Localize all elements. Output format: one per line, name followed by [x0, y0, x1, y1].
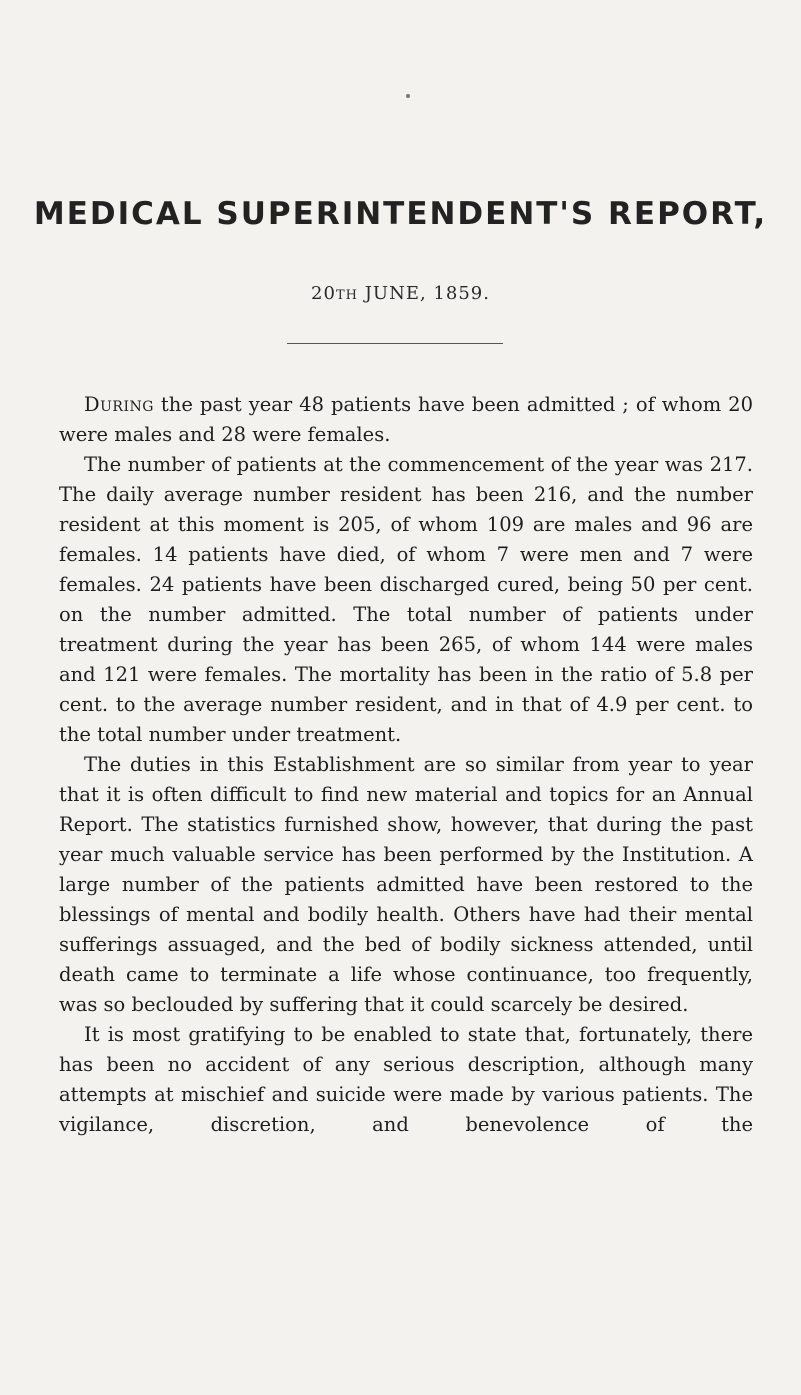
paragraph-admissions	[59, 390, 753, 450]
paragraph-text: the past year 48 patients have been admitted ; of whom 20 were males and 28 were females.	[59, 393, 753, 446]
paragraph-accidents: It is most gratifying to be enabled to state that, fortunately, there has been no accident of any serious description, although many attempts at mischief and suicide were made by various patients. The vigilance, discretion, and benevolence of the	[59, 1023, 753, 1136]
report-date	[0, 283, 801, 304]
report-title: MEDICAL SUPERINTENDENT'S REPORT,	[33, 196, 768, 232]
paragraph-statistics: The number of patients at the commencement of the year was 217. The daily average number resident has been 216, and the number resident at this moment is 205, of whom 109 are males and 96 are females. 14 patients have died, of whom 7 were men and 7 were females. 24 patients have been discharged cured, being 50 per cent. on the number admitted. The total number of patients under treatment during the year has been 265, of whom 144 were males and 121 were females. The mortality has been in the ratio of 5.8 per cent. to the average number resident, and in that of 4.9 per cent. to the total number under treatment.	[59, 453, 753, 746]
divider-rule	[287, 343, 503, 344]
report-body	[59, 390, 753, 1140]
ink-speck	[406, 94, 410, 98]
date-rest: JUNE, 1859.	[364, 283, 490, 304]
paragraph-lead-word: During	[84, 393, 154, 416]
date-day: 20	[311, 283, 336, 304]
date-day-suffix: TH	[335, 288, 358, 303]
paragraph-duties: The duties in this Establishment are so similar from year to year that it is often difficult to find new material and topics for an Annual Report. The statistics furnished show, however, that during the past year much valuable service has been performed by the Institution. A large number of the patients admitted have been restored to the blessings of mental and bodily health. Others have had their mental sufferings assuaged, and the bed of bodily sickness attended, until death came to terminate a life whose continuance, too frequently, was so beclouded by suffering that it could scarcely be desired.	[59, 753, 753, 1016]
